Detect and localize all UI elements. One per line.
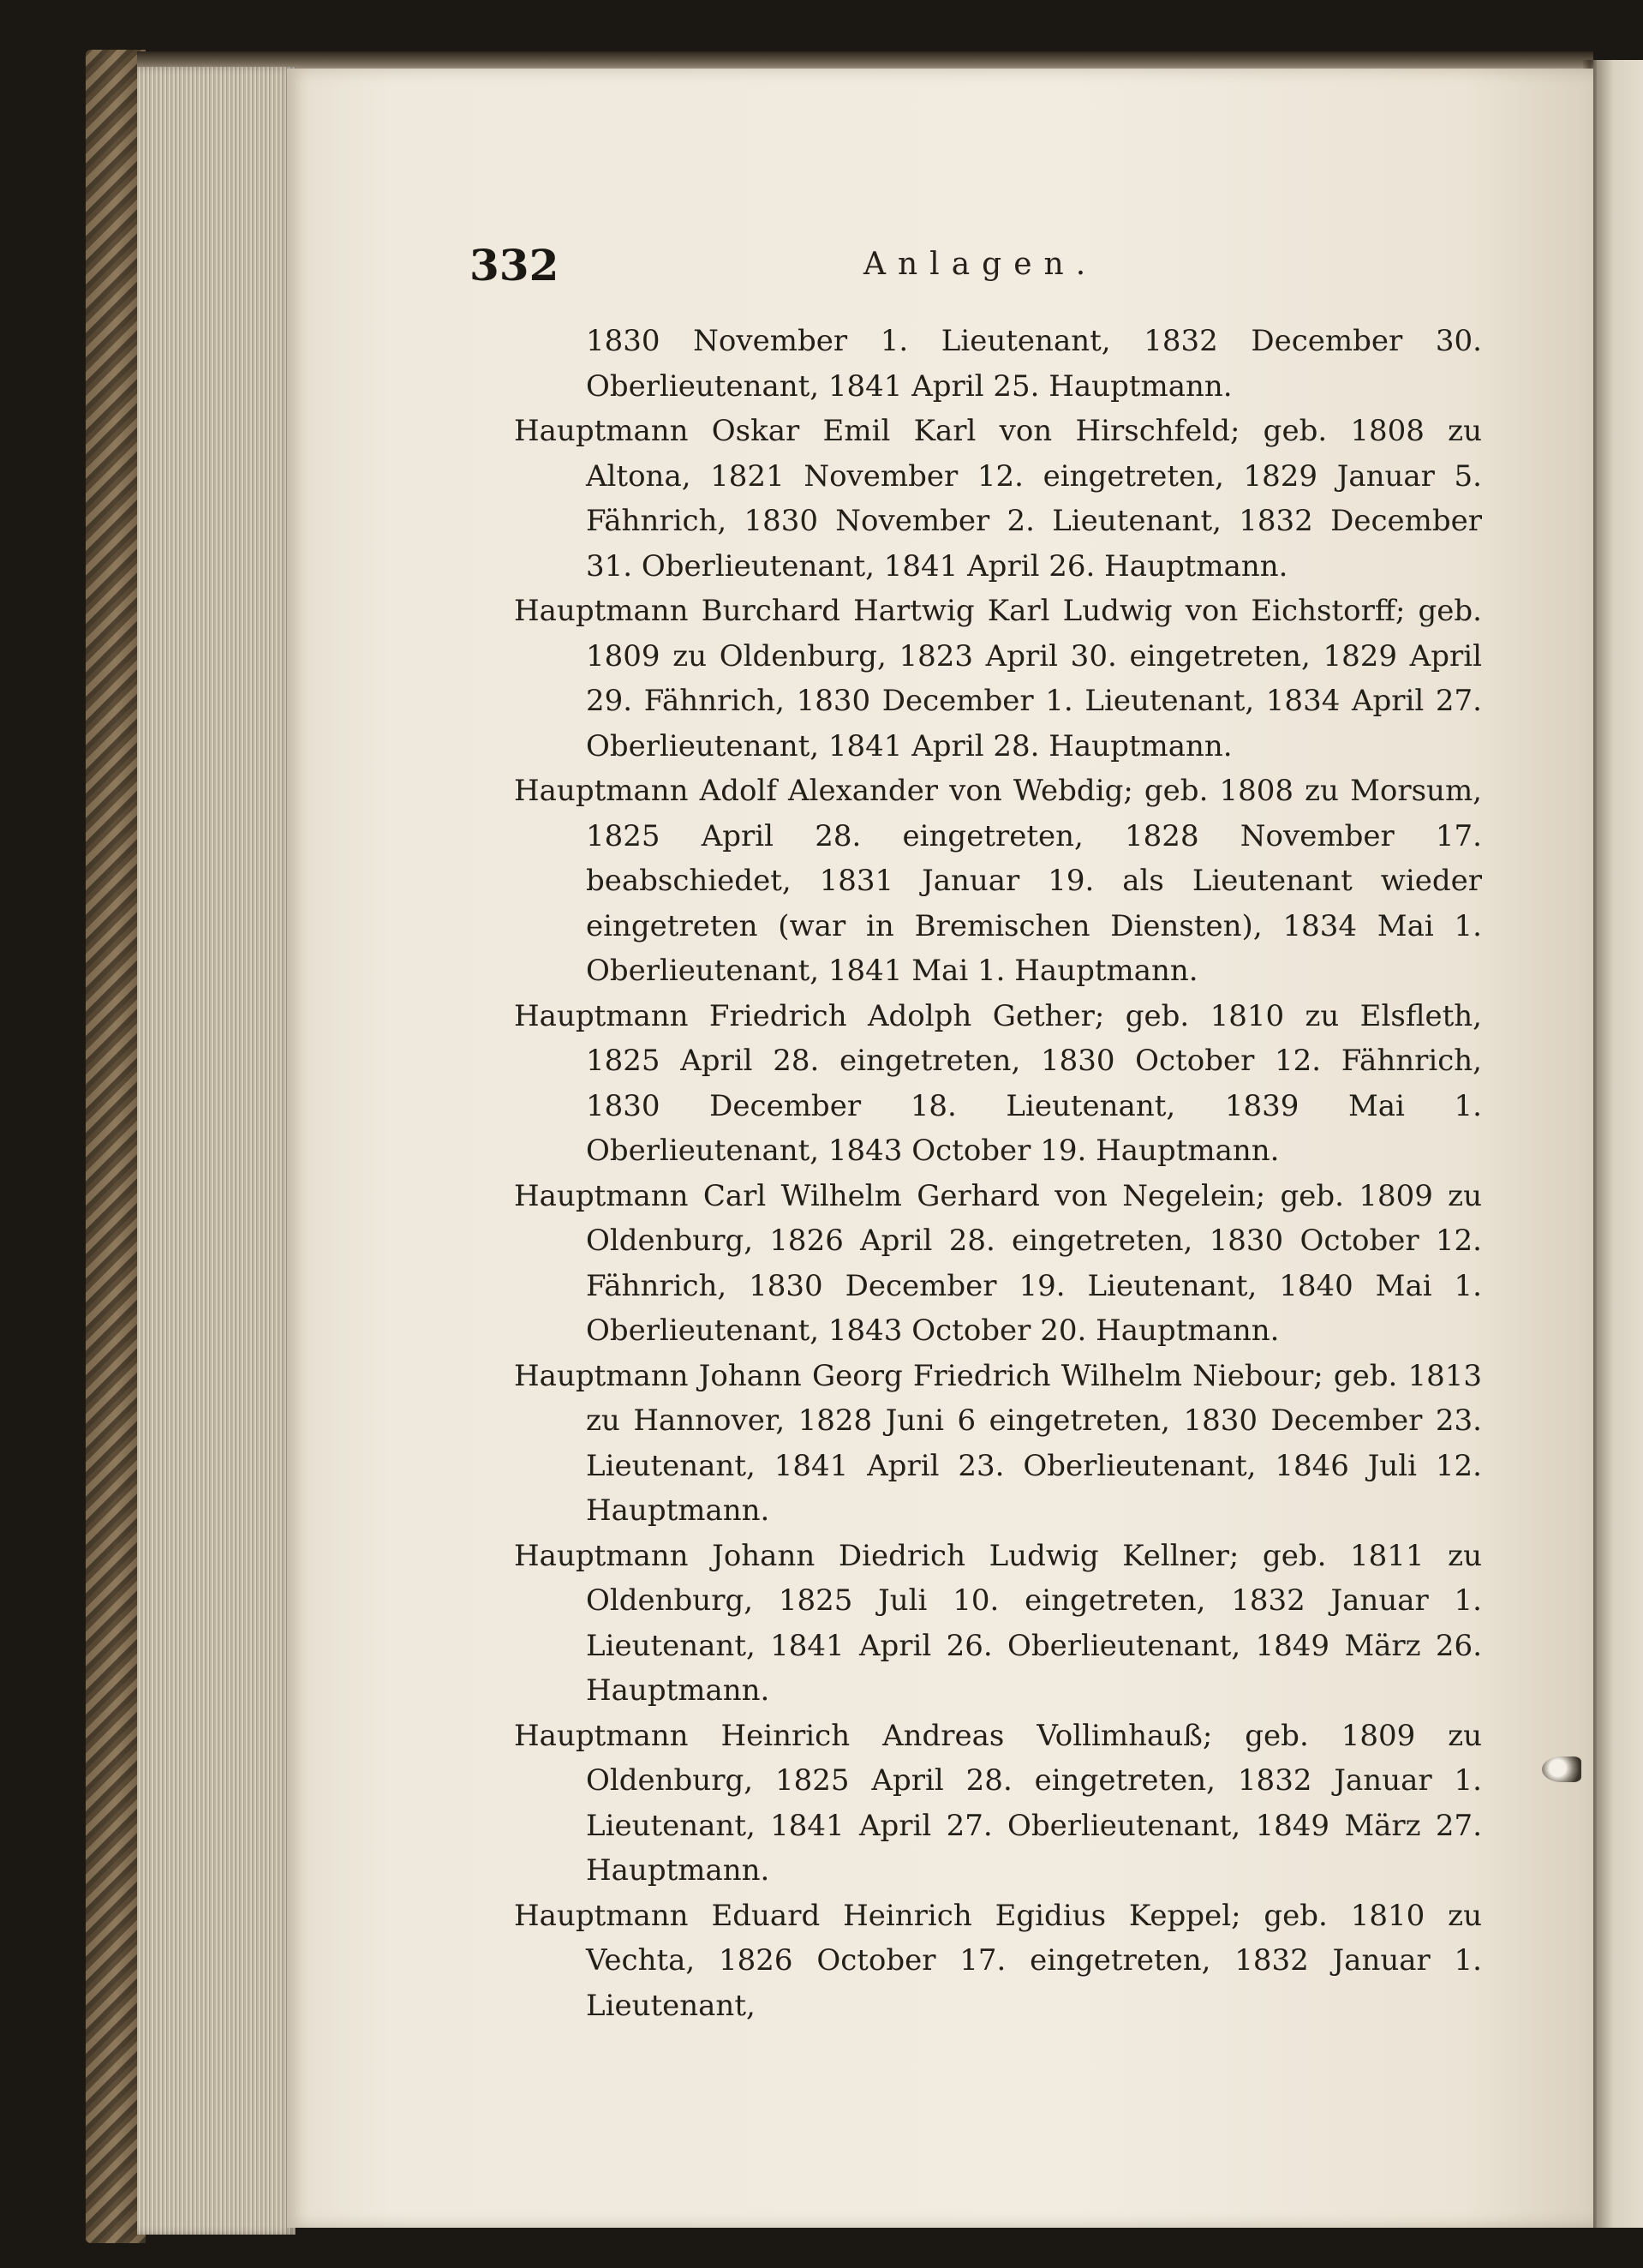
entry-negelein: Hauptmann Carl Wilhelm Gerhard von Negelein; geb. 1809 zu Oldenburg, 1826 April 28. eingetreten, 1830 October 12. Fähnrich, 1830 December 19. Lieutenant, 1840 Mai 1. Oberlieutenant, 1843 October 20. Hauptmann. bbox=[514, 1178, 1482, 1348]
page-edges bbox=[137, 67, 296, 2235]
page-clip-icon bbox=[1542, 1756, 1581, 1782]
entry-kellner: Hauptmann Johann Diedrich Ludwig Kellner; geb. 1811 zu Oldenburg, 1825 Juli 10. eingetreten, 1832 Januar 1. Lieutenant, 1841 April 26. Oberlieutenant, 1849 März 26. Hauptmann. bbox=[514, 1538, 1482, 1708]
entry-niebour: Hauptmann Johann Georg Friedrich Wilhelm Niebour; geb. 1813 zu Hannover, 1828 Juni 6 eingetreten, 1830 December 23. Lieutenant, 1841 April 23. Oberlieutenant, 1846 Juli 12. Hauptmann. bbox=[514, 1358, 1482, 1528]
entry-hirschfeld: Hauptmann Oskar Emil Karl von Hirschfeld; geb. 1808 zu Altona, 1821 November 12. eingetreten, 1829 Januar 5. Fähnrich, 1830 November 2. Lieutenant, 1832 December 31. Oberlieutenant, 1841 April 26. Hauptmann. bbox=[514, 414, 1482, 583]
entry-gether: Hauptmann Friedrich Adolph Gether; geb. 1810 zu Elsfleth, 1825 April 28. eingetreten, 1830 October 12. Fähnrich, 1830 December 18. Lieutenant, 1839 Mai 1. Oberlieutenant, 1843 October 19. Hauptmann. bbox=[514, 998, 1482, 1168]
entry-webdig: Hauptmann Adolf Alexander von Webdig; geb. 1808 zu Morsum, 1825 April 28. eingetreten, 1828 November 17. beabschiedet, 1831 Januar 19. als Lieutenant wieder eingetreten (war in Bremischen Diensten), 1834 Mai 1. Oberlieutenant, 1841 Mai 1. Hauptmann. bbox=[514, 774, 1482, 988]
entry-continuation: 1830 November 1. Lieutenant, 1832 December 30. Oberlieutenant, 1841 April 25. Hauptmann. bbox=[586, 324, 1482, 404]
entry-eichstorff: Hauptmann Burchard Hartwig Karl Ludwig von Eichstorff; geb. 1809 zu Oldenburg, 1823 April 30. eingetreten, 1829 April 29. Fähnrich, 1830 December 1. Lieutenant, 1834 April 27. Oberlieutenant, 1841 April 28. Hauptmann. bbox=[514, 594, 1482, 763]
facing-page-edge bbox=[1593, 60, 1643, 2228]
page-header bbox=[469, 240, 1472, 300]
page-number: 332 bbox=[469, 240, 559, 290]
entry-vollimhauss: Hauptmann Heinrich Andreas Vollimhauß; geb. 1809 zu Oldenburg, 1825 April 28. eingetreten, 1832 Januar 1. Lieutenant, 1841 April 27. Oberlieutenant, 1849 März 27. Hauptmann. bbox=[514, 1718, 1482, 1888]
entry-keppel: Hauptmann Eduard Heinrich Egidius Keppel; geb. 1810 zu Vechta, 1826 October 17. eingetreten, 1832 Januar 1. Lieutenant, bbox=[514, 1898, 1482, 2023]
running-head: Anlagen. bbox=[863, 247, 1098, 282]
page-body bbox=[514, 319, 1482, 2028]
